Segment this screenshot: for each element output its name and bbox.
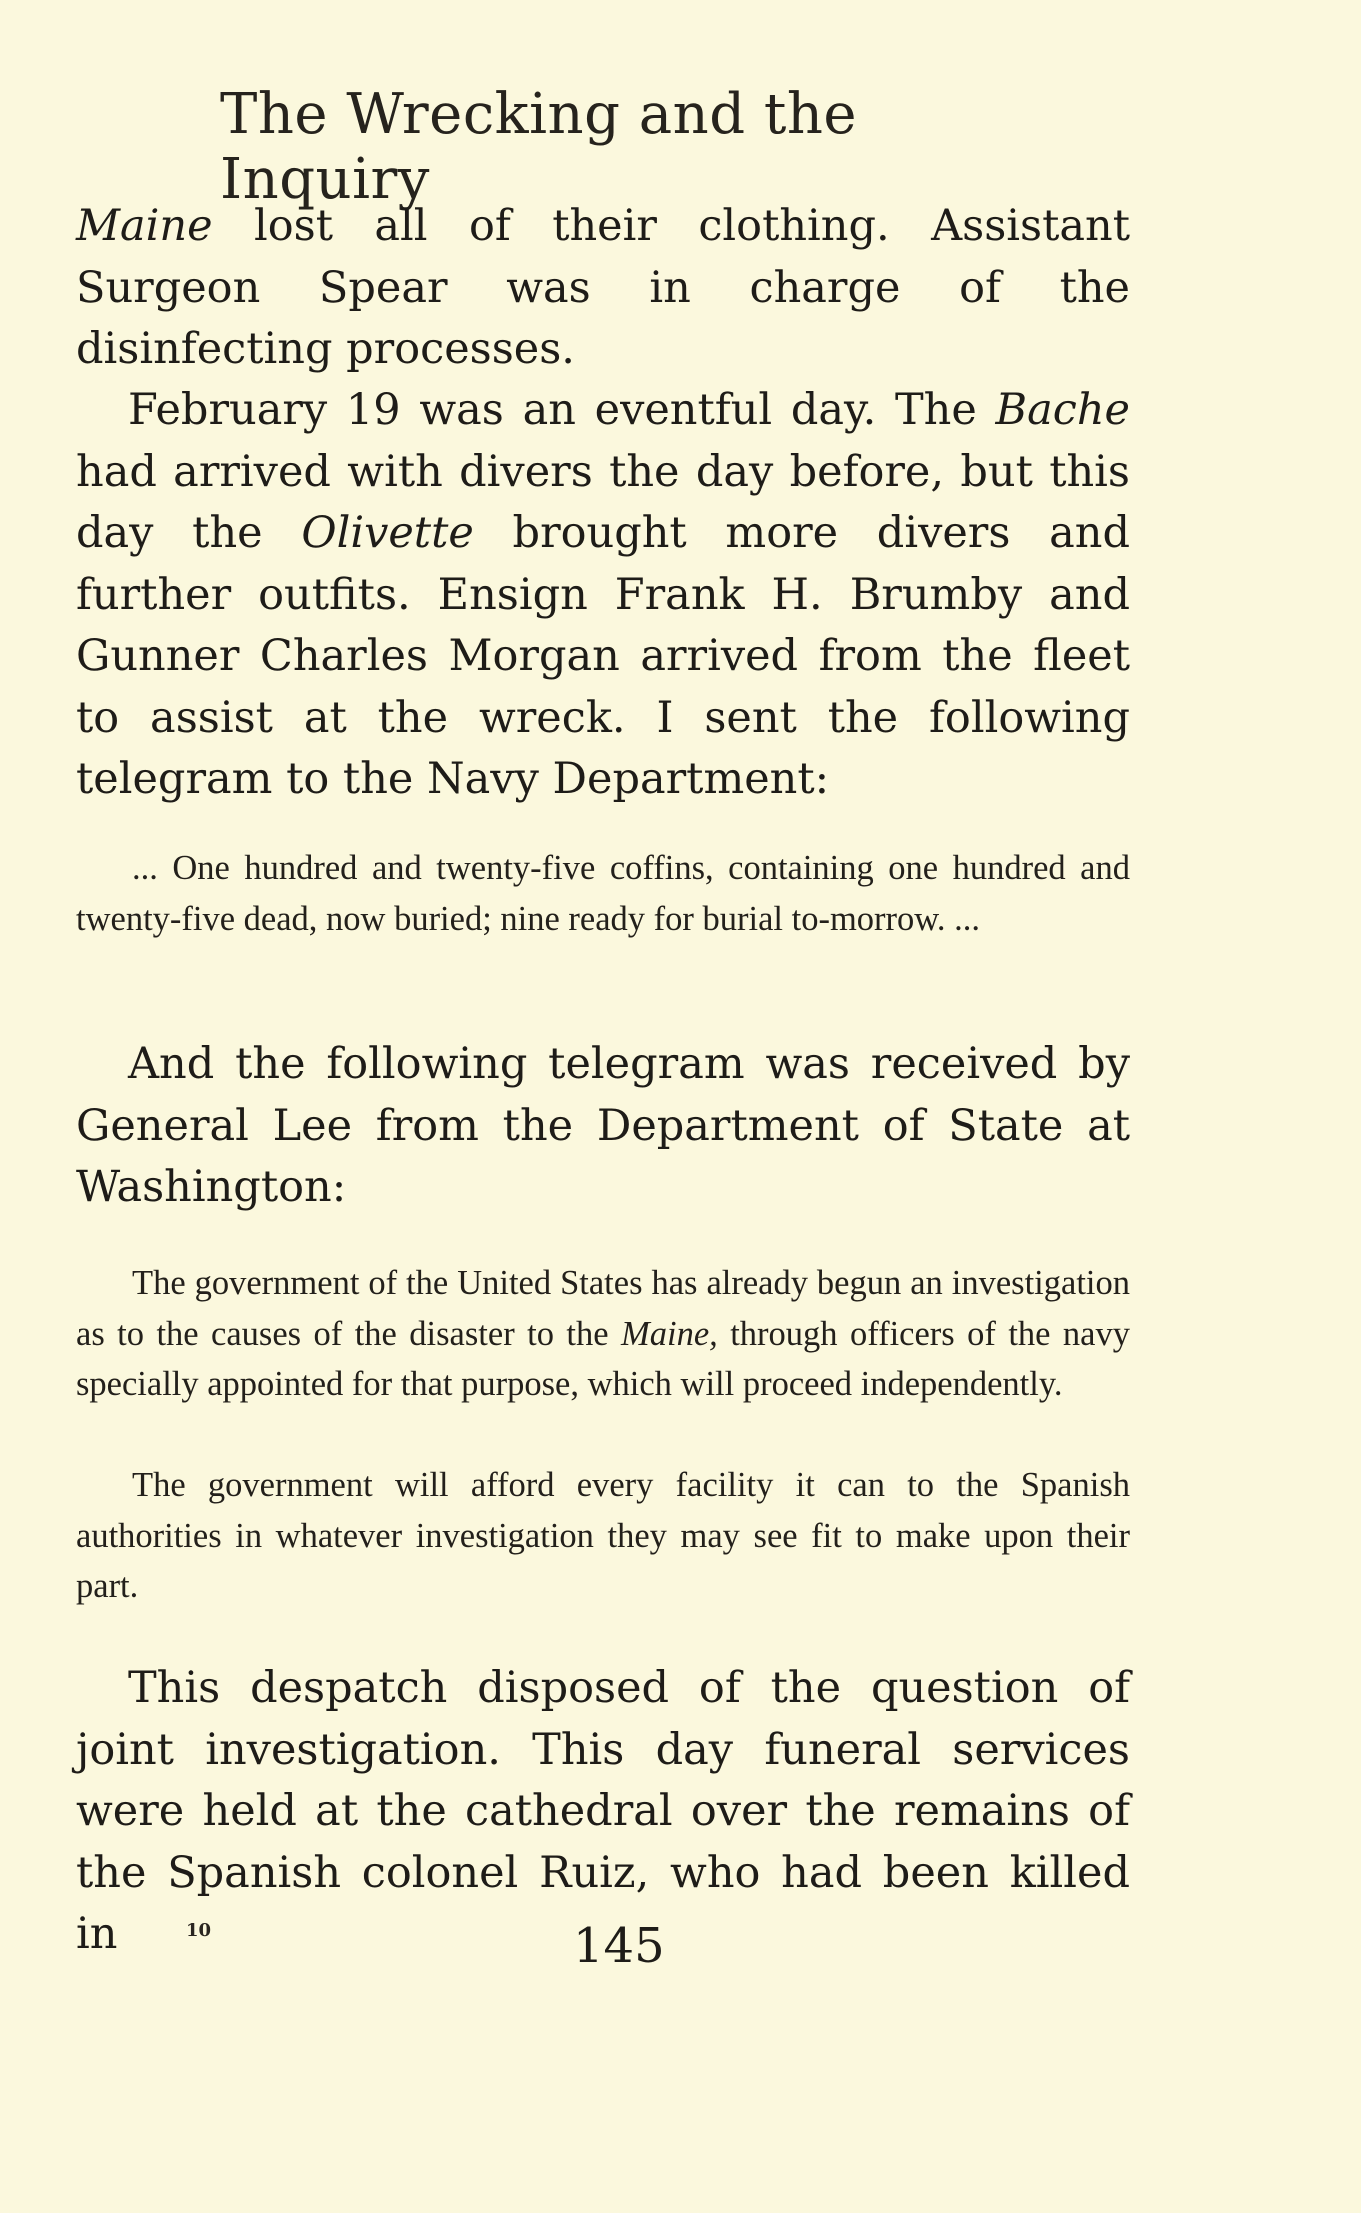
telegram-quote-state-department — [76, 1258, 1130, 1410]
signature-mark: 10 — [186, 1920, 212, 1941]
paragraph-text: February 19 was an eventful day. The — [128, 385, 996, 435]
paragraph-despatch: This despatch disposed of the question of joint investigation. This day funeral services were held at the cathedral over the remains of the Spanish colonel Ruiz, who had been killed in — [76, 1663, 1130, 1959]
telegram-quote-facility: The government will afford every facility it can to the Spanish authorities in whatever investigation they may see fit to make upon their part. — [76, 1466, 1130, 1605]
page-number: 145 — [573, 1918, 665, 1974]
ship-name-maine: Maine, — [621, 1314, 718, 1353]
ship-name-maine: Maine — [76, 201, 213, 251]
paragraph-text: lost all of their clothing. Assistant Surgeon Spear was in charge of the disinfecting processes. — [76, 201, 1130, 374]
paragraph-text: brought more divers and further outfits. Ensign Frank H. Brumby and Gunner Charles Morgan arrived from the fleet to assist at the wreck. I sent the following telegram to the Navy Department: — [76, 508, 1131, 804]
ship-name-olivette: Olivette — [301, 508, 474, 558]
paragraph-telegram-received: And the following telegram was received by General Lee from the Department of State at Washington: — [76, 1039, 1130, 1212]
paragraph-continued — [76, 196, 1130, 381]
ship-name-bache: Bache — [995, 385, 1130, 435]
paragraph-text: had arrived with divers the day before, but this day the — [76, 446, 1130, 558]
paragraph-february-19 — [76, 380, 1130, 811]
quote-text: through officers of the navy specially appointed for that purpose, which will proceed independently. — [76, 1314, 1130, 1403]
running-header: The Wrecking and the Inquiry — [220, 82, 858, 212]
telegram-quote-coffins: ... One hundred and twenty-five coffins, containing one hundred and twenty-five dead, now buried; nine ready for burial to-morrow. ... — [76, 849, 1130, 938]
quote-text: The government of the United States has already begun an investigation as to the causes of the disaster to the — [76, 1264, 1130, 1353]
